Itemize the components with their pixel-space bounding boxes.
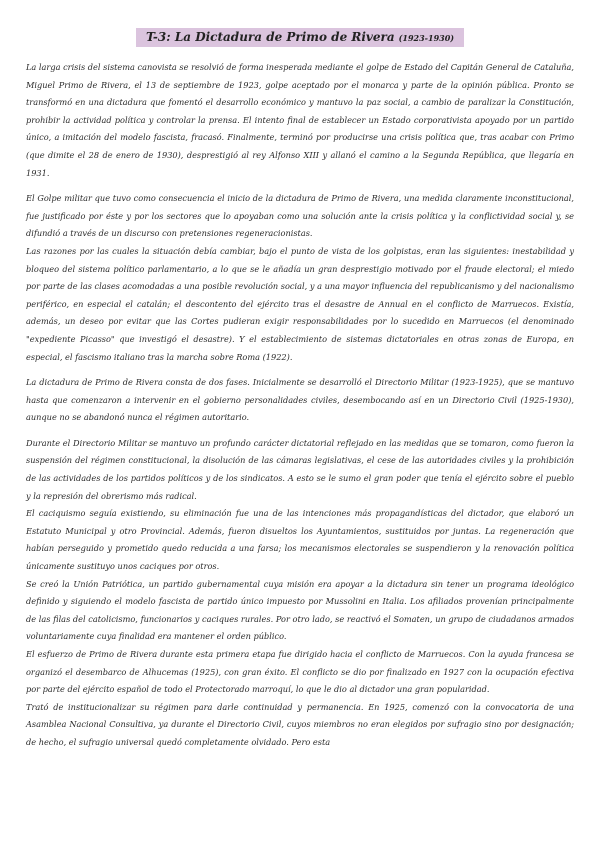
- title-text: T-3: La Dictadura de Primo de Rivera: [145, 30, 395, 44]
- paragraph: La dictadura de Primo de Rivera consta de dos fases. Inicialmente se desarrolló el Directorio Militar (1923-1925), que se mantuvo hasta que comenzaron a intervenir en el gobierno personalidades civiles, desembocando así en un Directorio Civil (1925-1930), aunque no se abandonó nunca el régimen autoritario.: [26, 377, 574, 423]
- paragraph: El Golpe militar que tuvo como consecuencia el inicio de la dictadura de Primo de Rivera, una medida claramente inconstitucional, fue justificado por éste y por los sectores que lo apoyaban como una solución ante la crisis política y la conflictividad social y, se difundió a través de un discurso con pretensiones regeneracionistas.: [26, 193, 574, 239]
- paragraph: El caciquismo seguía existiendo, su eliminación fue una de las intenciones más propagandísticas del dictador, que elaboró un Estatuto Municipal y otro Provincial. Además, fueron disueltos los Ayuntamientos, sustituidos por juntas. La regeneración que habían perseguido y prometido quedo reducida a una farsa; los mecanismos electorales se suspendieron y la renovación política únicamente sustituyo unos caciques por otros.: [26, 508, 574, 572]
- paragraph: La larga crisis del sistema canovista se resolvió de forma inesperada mediante el golpe de Estado del Capitán General de Cataluña, Miguel Primo de Rivera, el 13 de septiembre de 1923, golpe aceptado por el monarca y parte de la opinión pública. Pronto se transformó en una dictadura que fomentó el desarrollo económico y mantuvo la paz social, a cambio de paralizar la Constitución, prohibir la actividad política y controlar la prensa. El intento final de establecer un Estado corporativista apoyado por un partido único, a imitación del modelo fascista, fracasó. Finalmente, terminó por producirse una crisis política que, tras acabar con Primo (que dimite el 28 de enero de 1930), desprestigió al rey Alfonso XIII y allanó el camino a la Segunda República, que llegaría en 1931.: [26, 62, 574, 178]
- paragraph: El esfuerzo de Primo de Rivera durante esta primera etapa fue dirigido hacia el conflicto de Marruecos. Con la ayuda francesa se organizó el desembarco de Alhucemas (1925), con gran éxito. El conflicto se dio por finalizado en 1927 con la ocupación efectiva por parte del ejército español de todo el Protectorado marroquí, lo que le dio al dictador una gran popularidad.: [26, 649, 574, 695]
- block-directorio-militar: [26, 435, 574, 752]
- title-years: (1923-1930): [398, 33, 455, 43]
- paragraph: Las razones por las cuales la situación debía cambiar, bajo el punto de vista de los golpistas, eran las siguientes: inestabilidad y bloqueo del sistema político parlamentario, a lo que se le añadía un gran desprestigio motivado por el fraude electoral; el miedo por parte de las clases acomodadas a una posible revolución social, y a una mayor influencia del republicanismo y del nacionalismo periférico, en especial el catalán; el descontento del ejército tras el desastre de Annual en el conflicto de Marruecos. Existía, además, un deseo por evitar que las Cortes pudieran exigir responsabilidades por lo sucedido en Marruecos (el denominado "expediente Picasso" que investigó el desastre). Y el establecimiento de sistemas dictatoriales en otras zonas de Europa, en especial, el fascismo italiano tras la marcha sobre Roma (1922).: [26, 245, 574, 362]
- paragraph: Trató de institucionalizar su régimen para darle continuidad y permanencia. En 1925, comenzó con la convocatoria de una Asamblea Nacional Consultiva, ya durante el Directorio Civil, cuyos miembros no eran elegidos por sufragio sino por designación; de hecho, el sufragio universal quedó completamente olvidado. Pero esta: [26, 701, 574, 747]
- block-golpe: [26, 190, 574, 366]
- block-fases: [26, 374, 574, 427]
- block-intro: [26, 59, 574, 182]
- title-wrap: [26, 26, 574, 47]
- paragraph: Se creó la Unión Patriótica, un partido gubernamental cuya misión era apoyar a la dictadura sin tener un programa ideológico definido y siguiendo el modelo fascista de partido único impuesto por Mussolini en Italia. Los afiliados provenían principalmente de las filas del catolicismo, funcionarios y caciques rurales. Por otro lado, se reactivó el Somaten, un grupo de ciudadanos armados voluntariamente cuya finalidad era mantener el orden público.: [26, 578, 574, 642]
- paragraph: Durante el Directorio Militar se mantuvo un profundo carácter dictatorial reflejado en las medidas que se tomaron, como fueron la suspensión del régimen constitucional, la disolución de las cámaras legislativas, el cese de las autoridades civiles y la prohibición de las actividades de los partidos políticos y de los sindicatos. A esto se le sumo el gran poder que tenía el ejército sobre el pueblo y la represión del obrerismo más radical.: [26, 437, 574, 501]
- page-title: [136, 28, 464, 47]
